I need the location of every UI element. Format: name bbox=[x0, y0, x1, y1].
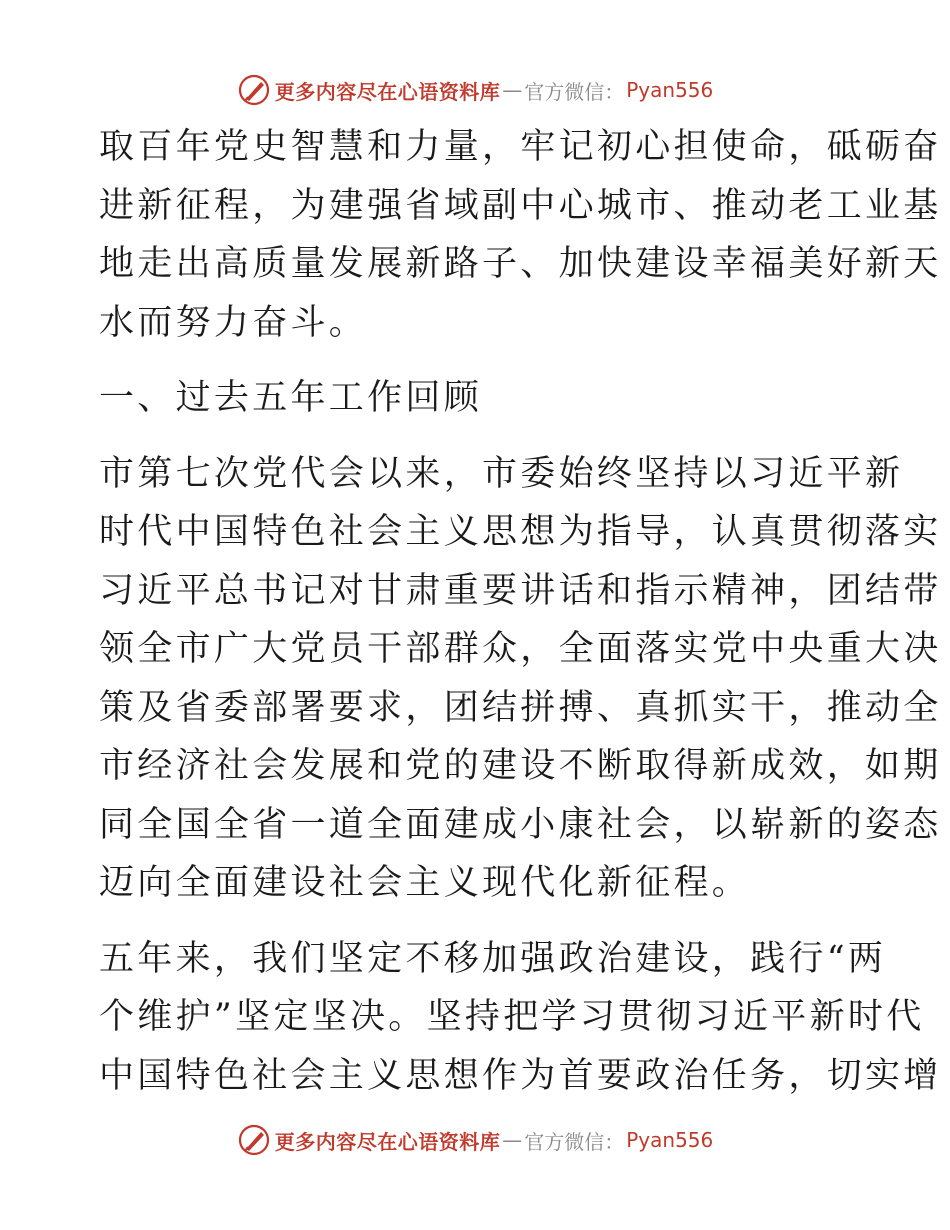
quill-pen-logo-icon bbox=[237, 73, 271, 107]
paragraph-review bbox=[99, 445, 942, 913]
text-line: 领全市广大党员干部群众，全面落实党中央重大决 bbox=[99, 629, 942, 669]
text-line: 迈向全面建设社会主义现代化新征程。 bbox=[99, 863, 751, 903]
text-line: 策及省委部署要求，团结拼搏、真抓实干，推动全 bbox=[99, 687, 942, 728]
text-line: 个维护”坚定坚决。坚持把学习贯彻习近平新时代 bbox=[99, 997, 925, 1037]
wechat-id: Pyan556 bbox=[626, 1128, 714, 1152]
wechat-id: Pyan556 bbox=[626, 78, 714, 102]
wechat-label: 官方微信： bbox=[524, 1129, 625, 1154]
header-watermark-banner bbox=[0, 70, 950, 110]
section-heading bbox=[99, 369, 851, 428]
text-line: 中国特色社会主义思想作为首要政治任务，切实增 bbox=[99, 1055, 942, 1096]
library-name: 更多内容尽在心语资料库 bbox=[274, 1129, 501, 1154]
footer-watermark-banner bbox=[0, 1120, 950, 1160]
heading-text: 一、过去五年工作回顾 bbox=[99, 378, 483, 418]
text-line: 进新征程，为建强省域副中心城市、推动老工业基 bbox=[99, 185, 942, 226]
text-line: 时代中国特色社会主义思想为指导，认真贯彻落实 bbox=[99, 512, 942, 552]
wechat-label: 官方微信： bbox=[524, 79, 625, 104]
paragraph-intro-continuation bbox=[99, 118, 942, 352]
text-line: 五年来，我们坚定不移加强政治建设，践行“两 bbox=[99, 938, 887, 979]
text-line: 市第七次党代会以来，市委始终坚持以习近平新 bbox=[99, 453, 904, 494]
text-line: 习近平总书记对甘肃重要讲话和指示精神，团结带 bbox=[99, 570, 942, 611]
text-line: 水而努力奋斗。 bbox=[99, 302, 368, 343]
text-line: 市经济社会发展和党的建设不断取得新成效，如期 bbox=[99, 746, 942, 786]
quill-pen-logo-icon bbox=[237, 1123, 271, 1157]
library-name: 更多内容尽在心语资料库 bbox=[274, 79, 501, 104]
paragraph-political-building bbox=[99, 930, 942, 1106]
document-body bbox=[99, 118, 942, 1105]
banner-separator: — bbox=[502, 1128, 523, 1152]
banner-separator: — bbox=[502, 78, 523, 102]
text-line: 同全国全省一道全面建成小康社会，以崭新的姿态 bbox=[99, 804, 942, 845]
text-line: 取百年党史智慧和力量，牢记初心担使命，砥砺奋 bbox=[99, 127, 942, 167]
text-line: 地走出高质量发展新路子、加快建设幸福美好新天 bbox=[99, 244, 942, 284]
